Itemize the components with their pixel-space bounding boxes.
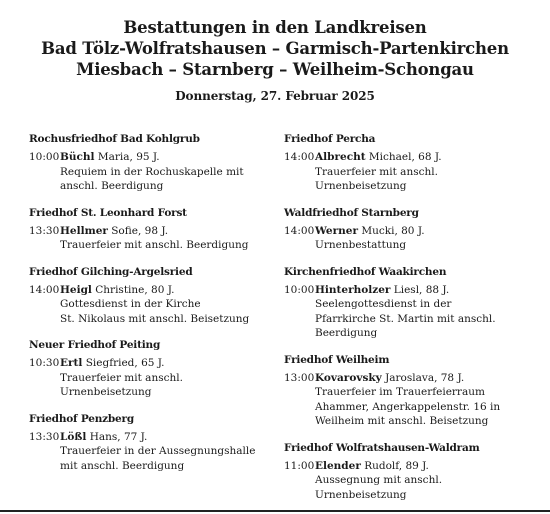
ceremony-description: Trauerfeier mit anschl. Urnenbeisetzung: [60, 371, 183, 398]
ceremony-description: Gottesdienst in der Kirche St. Nikolaus mit anschl. Beisetzung: [60, 298, 250, 325]
header-title: Bestattungen in den Landkreisen: [123, 18, 427, 37]
cemetery-section: [29, 206, 289, 253]
deceased-given-age: Siegfried, 65 J.: [82, 357, 165, 369]
burial-time: 10:30: [29, 357, 60, 369]
cemetery-section: [29, 338, 289, 400]
burial-time: 10:00: [284, 283, 315, 296]
burial-entry: [29, 150, 289, 194]
header-date: Donnerstag, 27. Februar 2025: [175, 89, 375, 103]
deceased-surname: Hinterholzer: [315, 283, 391, 296]
burial-time: 14:00: [29, 283, 60, 296]
ceremony-description: Aussegnung mit anschl. Urnenbeisetzung: [315, 474, 443, 501]
ceremony-description: Trauerfeier in der Aussegnungshalle mit anschl. Beerdigung: [60, 445, 256, 472]
deceased-given-age: Rudolf, 89 J.: [360, 459, 429, 472]
deceased-given-age: Jaroslava, 78 J.: [381, 371, 465, 384]
deceased-surname: Elender: [315, 459, 361, 472]
burial-time: 14:00: [284, 151, 315, 163]
cemetery-section: [284, 132, 544, 194]
cemetery-name: Kirchenfriedhof Waakirchen: [284, 265, 447, 278]
header-districts-line-2: Miesbach – Starnberg – Weilheim-Schongau: [76, 60, 474, 79]
deceased-surname: Albrecht: [315, 151, 366, 163]
cemetery-name: Friedhof Gilching-Argelsried: [29, 265, 193, 278]
deceased-given-age: Christine, 80 J.: [91, 283, 175, 296]
cemetery-section: [284, 206, 544, 253]
left-column: [29, 132, 289, 485]
deceased-surname: Ertl: [60, 357, 83, 369]
burial-entry: [29, 283, 289, 327]
notice-header: [0, 17, 550, 103]
ceremony-description: Trauerfeier im Trauerfeierraum Ahammer, Angerkappelenstr. 16 in Weilheim mit anschl. Beisetzung: [315, 386, 501, 427]
deceased-given-age: Sofie, 98 J.: [107, 224, 169, 237]
deceased-surname: Werner: [315, 224, 358, 237]
burial-time: 13:00: [284, 371, 315, 384]
ceremony-description: Seelengottesdienst in der Pfarrkirche St. Martin mit anschl. Beerdigung: [315, 298, 496, 339]
cemetery-section: [29, 265, 289, 327]
burial-entry: [29, 224, 289, 253]
deceased-given-age: Mucki, 80 J.: [358, 224, 425, 237]
cemetery-name: Friedhof Percha: [284, 133, 376, 145]
deceased-surname: Kovarovsky: [315, 371, 382, 384]
burial-entry: [284, 224, 544, 253]
ceremony-description: Trauerfeier mit anschl. Beerdigung: [60, 239, 249, 251]
cemetery-section: [284, 353, 544, 429]
burial-time: 13:30: [29, 430, 60, 443]
header-districts-line-1: Bad Tölz-Wolfratshausen – Garmisch-Partenkirchen: [41, 39, 509, 58]
deceased-surname: Büchl: [60, 151, 95, 163]
burial-entry: [284, 371, 544, 429]
burial-time: 14:00: [284, 224, 315, 237]
cemetery-name: Waldfriedhof Starnberg: [284, 206, 419, 219]
deceased-surname: Heigl: [60, 283, 92, 296]
right-column: [284, 132, 544, 514]
burial-entry: [284, 459, 544, 503]
deceased-surname: Lößl: [60, 430, 87, 443]
deceased-given-age: Maria, 95 J.: [94, 151, 160, 163]
burial-entry: [29, 356, 289, 400]
cemetery-name: Rochusfriedhof Bad Kohlgrub: [29, 133, 200, 145]
cemetery-name: Friedhof Penzberg: [29, 412, 135, 425]
deceased-given-age: Liesl, 88 J.: [390, 283, 450, 296]
cemetery-name: Friedhof Weilheim: [284, 353, 390, 366]
cemetery-name: Friedhof St. Leonhard Forst: [29, 206, 187, 219]
cemetery-name: Friedhof Wolfratshausen-Waldram: [284, 441, 480, 454]
deceased-given-age: Michael, 68 J.: [365, 151, 442, 163]
burial-time: 10:00: [29, 151, 60, 163]
ceremony-description: Trauerfeier mit anschl. Urnenbeisetzung: [315, 165, 438, 192]
cemetery-section: [284, 441, 544, 503]
cemetery-section: [284, 265, 544, 341]
cemetery-name: Neuer Friedhof Peiting: [29, 339, 161, 351]
cemetery-section: [29, 132, 289, 194]
burial-time: 13:30: [29, 224, 60, 237]
deceased-surname: Hellmer: [60, 224, 108, 237]
ceremony-description: Urnenbestattung: [315, 239, 407, 251]
cemetery-section: [29, 412, 289, 474]
burial-entry: [29, 430, 289, 474]
ceremony-description: Requiem in der Rochuskapelle mit anschl. Beerdigung: [60, 165, 244, 192]
burial-time: 11:00: [284, 459, 315, 472]
burial-entry: [284, 150, 544, 194]
deceased-given-age: Hans, 77 J.: [86, 430, 148, 443]
burial-entry: [284, 283, 544, 341]
